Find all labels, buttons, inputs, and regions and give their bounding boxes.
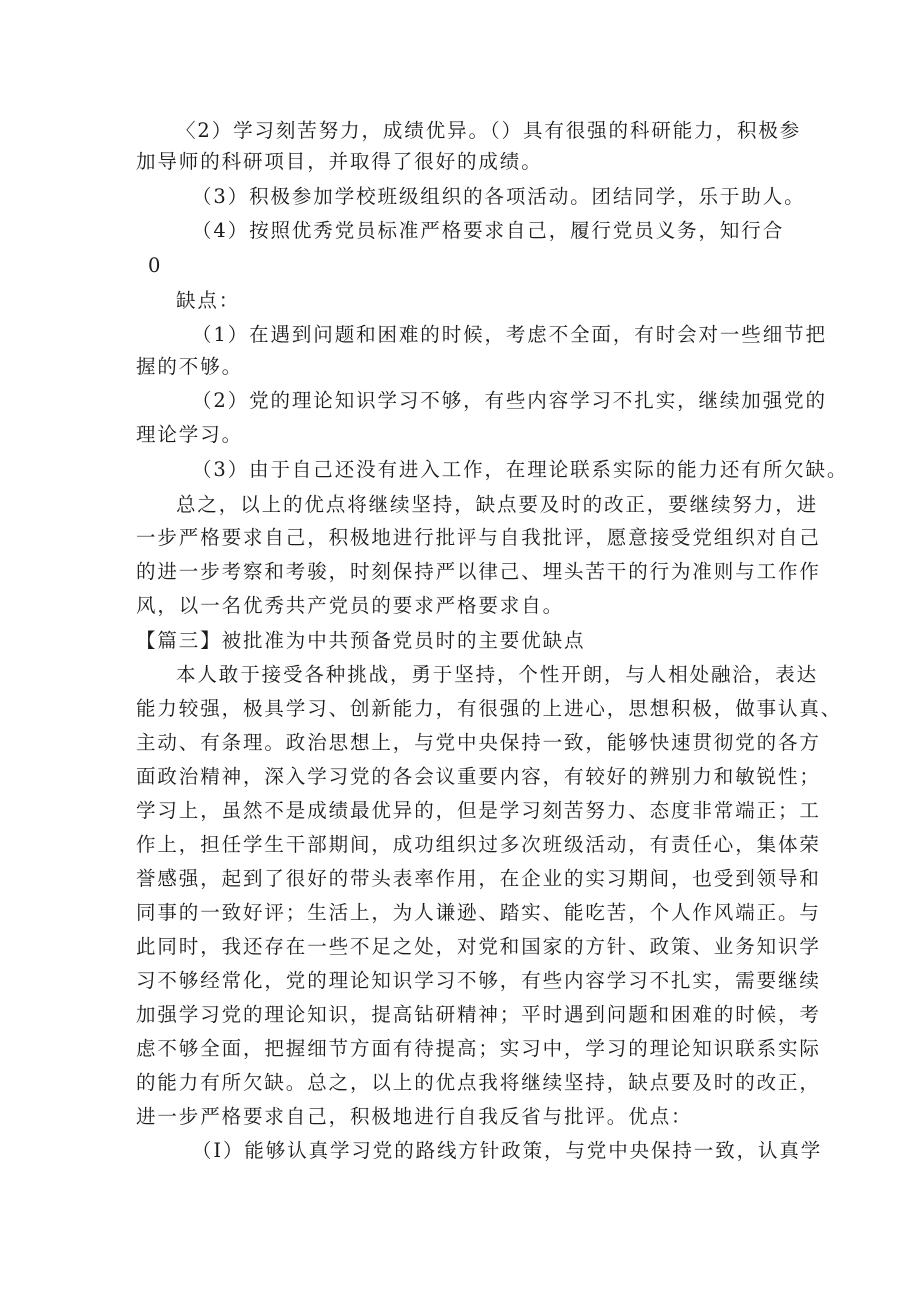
text-line: 进一步严格要求自己，积极地进行自我反省与批评。优点： <box>136 1105 693 1128</box>
text-line: 理论学习。 <box>136 423 244 446</box>
text-line: （I）能够认真学习党的路线方针政策，与党中央保持一致，认真学 <box>192 1139 823 1162</box>
text-line: 誉感强，起到了很好的带头表率作用，在企业的实习期间，也受到领导和 <box>136 867 821 890</box>
text-line: （2）党的理论知识学习不够，有些内容学习不扎实，继续加强党的 <box>192 389 827 412</box>
text-line: （3）由于自己还没有进入工作，在理论联系实际的能力还有所欠缺。 <box>192 458 849 481</box>
text-line: 握的不够。 <box>136 355 244 378</box>
text-line: 学习上，虽然不是成绩最优异的，但是学习刻苦努力、态度非常端正；工 <box>136 799 821 822</box>
text-line: 虑不够全面，把握细节方面有待提高；实习中，学习的理论知识联系实际 <box>136 1037 821 1060</box>
section-heading-part-three: 【篇三】被批准为中共预备党员时的主要优缺点 <box>136 629 586 652</box>
text-line: 同事的一致好评；生活上，为人谦逊、踏实、能吃苦，个人作风端正。与 <box>136 901 821 924</box>
text-line: 加导师的科研项目，并取得了很好的成绩。 <box>136 150 543 173</box>
text-line: 〈2）学习刻苦努力，成绩优异。（）具有很强的科研能力，积极参 <box>176 119 802 142</box>
text-line: 的能力有所欠缺。总之，以上的优点我将继续坚持，缺点要及时的改正， <box>136 1071 821 1094</box>
section-heading-shortcomings: 缺点： <box>176 289 241 312</box>
text-line: 习不够经常化，党的理论知识学习不够，有些内容学习不扎实，需要继续 <box>136 969 821 992</box>
text-line: 本人敢于接受各种挑战，勇于坚持，个性开朗，与人相处融洽，表达 <box>176 663 819 686</box>
text-line: （1）在遇到问题和困难的时候，考虑不全面，有时会对一些细节把 <box>192 323 827 346</box>
text-line: 作上，担任学生干部期间，成功组织过多次班级活动，有责任心，集体荣 <box>136 833 821 856</box>
text-line: （3）积极参加学校班级组织的各项活动。团结同学，乐于助人。 <box>192 185 806 208</box>
text-line: 能力较强，极具学习、创新能力，有很强的上进心，思想积极，做事认真、 <box>136 697 843 720</box>
text-line: （4）按照优秀党员标准严格要求自己，履行党员义务，知行合 <box>192 219 785 242</box>
text-line: 总之，以上的优点将继续坚持，缺点要及时的改正，要继续努力，进 <box>176 493 819 516</box>
text-line: 此同时，我还存在一些不足之处，对党和国家的方针、政策、业务知识学 <box>136 935 821 958</box>
text-line: 面政治精神，深入学习党的各会议重要内容，有较好的辨别力和敏锐性； <box>136 765 821 788</box>
text-line: 主动、有条理。政治思想上，与党中央保持一致，能够快速贯彻党的各方 <box>136 731 821 754</box>
text-line: 0 <box>148 254 163 277</box>
text-line: 的进一步考察和考骏，时刻保持严以律己、埋头苦干的行为准则与工作作 <box>136 560 821 583</box>
text-line: 一步严格要求自己，积极地进行批评与自我批评，愿意接受党组织对自己 <box>136 526 821 549</box>
text-line: 风，以一名优秀共产党员的要求严格要求自。 <box>136 594 565 617</box>
text-line: 加强学习党的理论知识，提高钻研精神；平时遇到问题和困难的时候，考 <box>136 1003 821 1026</box>
